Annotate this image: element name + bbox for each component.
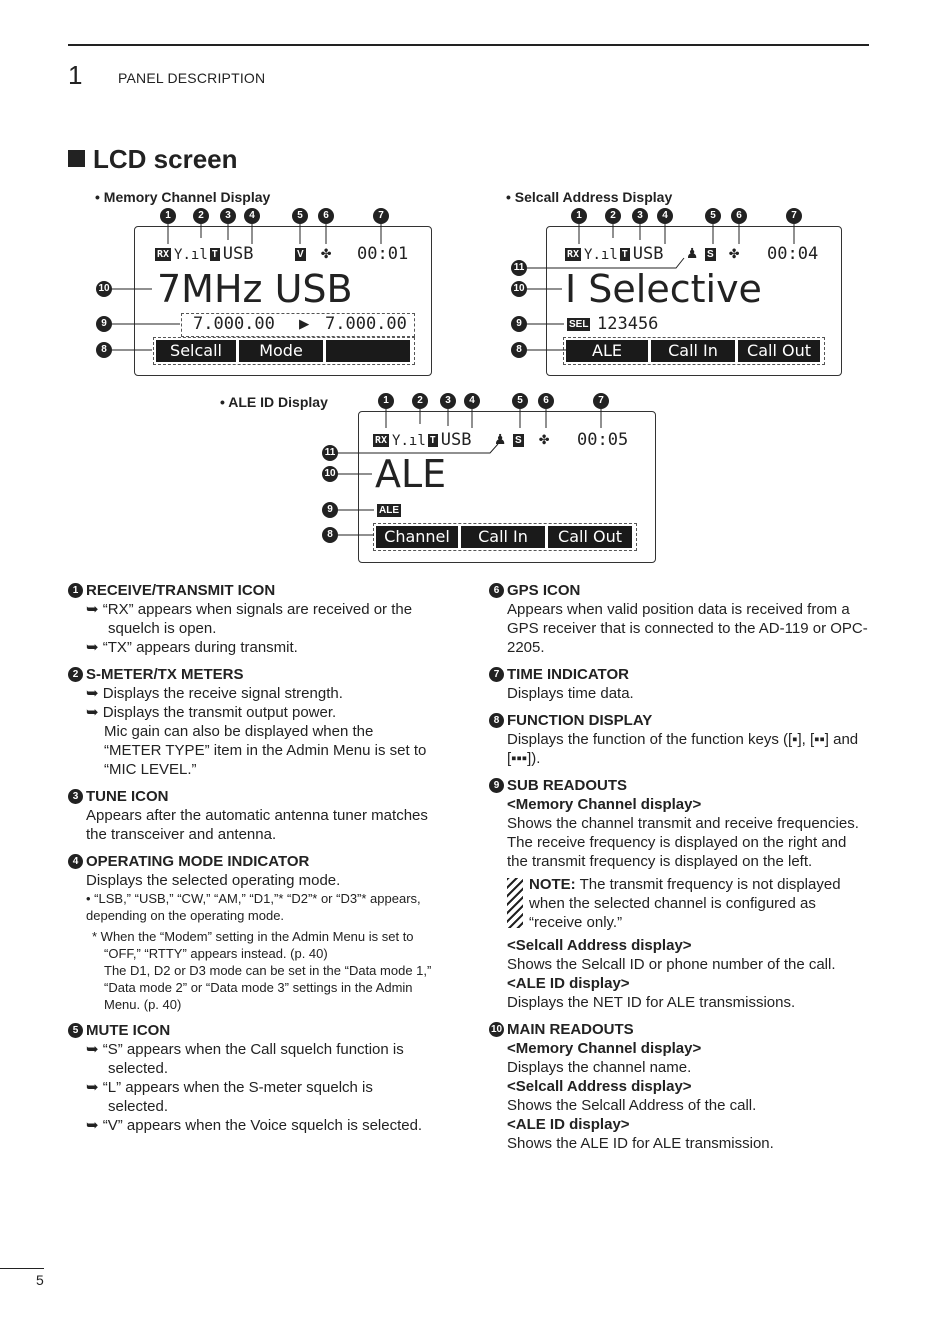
rx-icon: RX	[157, 249, 170, 260]
desc-1-heading	[68, 581, 434, 600]
desc-6-title: GPS ICON	[507, 582, 581, 599]
fkey-1[interactable]: Channel	[376, 526, 458, 548]
callout-8: 8	[511, 342, 527, 358]
desc-4-modes: • “LSB,” “USB,” “CW,” “AM,” “D1,”* “D2”* or “D3”* appears, depending on the operating mode.	[86, 891, 421, 923]
callout-10: 10	[490, 1024, 503, 1035]
desc-7-title: TIME INDICATOR	[507, 666, 629, 683]
desc-1-bullet: ➥ “TX” appears during transmit.	[68, 638, 434, 657]
desc-4-title: OPERATING MODE INDICATOR	[86, 853, 310, 870]
desc-5-heading	[68, 1021, 434, 1040]
time-indicator: 00:01	[357, 244, 409, 264]
callout-5: 5	[512, 393, 528, 409]
desc-7-heading	[489, 665, 869, 684]
selcall-main-readout: I Selective	[565, 267, 762, 311]
note-icon	[507, 878, 523, 928]
callout-9: 9	[322, 502, 338, 518]
desc-10-title: MAIN READOUTS	[507, 1021, 634, 1038]
mute-icon: S	[515, 435, 522, 446]
play-icon: ▶	[299, 314, 310, 334]
fkey-2[interactable]: Mode	[239, 340, 323, 362]
gps-icon: ✤	[729, 243, 740, 263]
callout-4: 4	[244, 208, 260, 224]
desc-9-subhead: <ALE ID display>	[507, 975, 630, 992]
person-icon: ♟	[495, 429, 506, 449]
fkey-1[interactable]: ALE	[566, 340, 648, 362]
selcall-sub-readout: 123456	[597, 314, 659, 334]
callout-1: 1	[378, 393, 394, 409]
desc-10-heading	[489, 1020, 869, 1039]
ale-main-readout: ALE	[375, 452, 447, 496]
footer-rule	[0, 1268, 44, 1269]
selcall-display-label: • Selcall Address Display	[506, 189, 673, 205]
fkey-2[interactable]: Call In	[651, 340, 735, 362]
callout-6: 6	[731, 208, 747, 224]
callout-9: 9	[96, 316, 112, 332]
desc-10-subhead: <Selcall Address display>	[507, 1078, 692, 1095]
desc-2-heading	[68, 665, 434, 684]
callout-10: 10	[511, 281, 527, 297]
desc-9-text: Shows the channel transmit and receive frequencies. The receive frequency is displayed on the right and the transmit frequency is displayed on the left.	[507, 815, 859, 870]
callout-6: 6	[538, 393, 554, 409]
callout-6: 6	[489, 583, 504, 598]
callout-6: 6	[318, 208, 334, 224]
page-number: 5	[36, 1272, 44, 1288]
desc-2-text: Mic gain can also be displayed when the “METER TYPE” item in the Admin Menu is set to “MIC LEVEL.”	[104, 723, 427, 778]
antenna-icon: Y.ıl	[584, 247, 618, 263]
callout-5: 5	[705, 208, 721, 224]
callout-7: 7	[373, 208, 389, 224]
rx-icon: RX	[567, 249, 580, 260]
callout-leader-lines	[0, 0, 950, 600]
desc-6-heading	[489, 581, 869, 600]
desc-10-subhead: <Memory Channel display>	[507, 1040, 702, 1057]
callout-3: 3	[68, 789, 83, 804]
callout-1: 1	[68, 583, 83, 598]
sel-badge: SEL	[569, 319, 589, 330]
callout-7: 7	[489, 667, 504, 682]
desc-5-bullet: ➥ “V” appears when the Voice squelch is selected.	[68, 1116, 434, 1135]
gps-icon: ✤	[539, 429, 550, 449]
callout-8: 8	[489, 713, 504, 728]
desc-9-note	[489, 875, 869, 932]
desc-5-bullet: ➥ “L” appears when the S-meter squelch is selected.	[68, 1078, 434, 1116]
mode-indicator: USB	[440, 430, 472, 450]
rx-icon: RX	[375, 435, 388, 446]
desc-2-bullet: ➥ Displays the receive signal strength.	[68, 684, 434, 703]
left-description-column	[68, 573, 434, 1135]
desc-4-heading	[68, 852, 434, 871]
ale-display-label: • ALE ID Display	[220, 394, 328, 410]
note-label: NOTE:	[529, 876, 576, 893]
callout-5: 5	[68, 1023, 83, 1038]
desc-4-text: Displays the selected operating mode.	[86, 872, 341, 889]
callout-1: 1	[571, 208, 587, 224]
note-text: The transmit frequency is not displayed when the selected channel is configured as “receive only.”	[529, 876, 841, 931]
callout-11: 11	[511, 260, 527, 276]
callout-3: 3	[220, 208, 236, 224]
person-icon: ♟	[687, 243, 698, 263]
desc-10-subhead: <ALE ID display>	[507, 1116, 630, 1133]
callout-2: 2	[412, 393, 428, 409]
callout-7: 7	[786, 208, 802, 224]
callout-11: 11	[322, 445, 338, 461]
desc-10-text: Shows the Selcall Address of the call.	[507, 1097, 757, 1114]
callout-4: 4	[464, 393, 480, 409]
desc-4-footnote-2: The D1, D2 or D3 mode can be set in the “Data mode 1,” “Data mode 2” or “Data mode 3” settings in the Admin Menu. (p. 40)	[104, 963, 432, 1012]
desc-3-title: TUNE ICON	[86, 788, 169, 805]
fkey-2[interactable]: Call In	[461, 526, 545, 548]
desc-9-subhead: <Selcall Address display>	[507, 937, 692, 954]
section-title-text: LCD screen	[93, 144, 238, 174]
desc-9-title: SUB READOUTS	[507, 777, 628, 794]
antenna-icon: Y.ıl	[174, 247, 208, 263]
desc-9-text: Shows the Selcall ID or phone number of the call.	[507, 956, 836, 973]
desc-5-title: MUTE ICON	[86, 1022, 171, 1039]
fkey-1[interactable]: Selcall	[156, 340, 236, 362]
ale-badge: ALE	[379, 505, 399, 516]
desc-10-text: Displays the channel name.	[507, 1059, 692, 1076]
callout-2: 2	[193, 208, 209, 224]
callout-2: 2	[605, 208, 621, 224]
time-indicator: 00:05	[577, 430, 629, 450]
tx-frequency: 7.000.00	[193, 314, 275, 334]
time-indicator: 00:04	[767, 244, 819, 264]
desc-1-bullet: ➥ “RX” appears when signals are received or the squelch is open.	[68, 600, 434, 638]
callout-1: 1	[160, 208, 176, 224]
callout-8: 8	[322, 527, 338, 543]
mute-icon: S	[707, 249, 714, 260]
desc-2-title: S-METER/TX METERS	[86, 666, 244, 683]
desc-8-title: FUNCTION DISPLAY	[507, 712, 653, 729]
memory-display-label: • Memory Channel Display	[95, 189, 271, 205]
callout-5: 5	[292, 208, 308, 224]
desc-8-text: Displays the function of the function keys ([▪], [▪▪] and [▪▪▪]).	[507, 731, 859, 767]
callout-8: 8	[96, 342, 112, 358]
mode-indicator: USB	[632, 244, 664, 264]
desc-4-footnote: * When the “Modem” setting in the Admin Menu is set to “OFF,” “RTTY” appears instead. (p. 40)	[92, 929, 414, 961]
desc-6-text: Appears when valid position data is received from a GPS receiver that is connected to the AD-119 or OPC-2205.	[507, 601, 868, 656]
desc-1-title: RECEIVE/TRANSMIT ICON	[86, 582, 276, 599]
fkey-3[interactable]: Call Out	[548, 526, 632, 548]
callout-9: 9	[489, 778, 504, 793]
chapter-title: PANEL DESCRIPTION	[118, 70, 266, 86]
fkey-3[interactable]: Call Out	[738, 340, 820, 362]
callout-3: 3	[632, 208, 648, 224]
mute-icon: V	[297, 249, 304, 260]
desc-2-bullet: ➥ Displays the transmit output power.	[68, 703, 434, 722]
desc-3-heading	[68, 787, 434, 806]
desc-9-heading	[489, 776, 869, 795]
desc-3-text: Appears after the automatic antenna tuner matches the transceiver and antenna.	[86, 807, 428, 843]
callout-4: 4	[657, 208, 673, 224]
callout-2: 2	[68, 667, 83, 682]
callout-10: 10	[322, 466, 338, 482]
desc-7-text: Displays time data.	[507, 685, 634, 702]
callout-3: 3	[440, 393, 456, 409]
rx-frequency: 7.000.00	[325, 314, 407, 334]
mode-indicator: USB	[222, 244, 254, 264]
tune-icon: T	[621, 249, 628, 260]
tune-icon: T	[429, 435, 436, 446]
desc-10-text: Shows the ALE ID for ALE transmission.	[507, 1135, 774, 1152]
desc-9-text: Displays the NET ID for ALE transmissions.	[507, 994, 796, 1011]
desc-9-subhead: <Memory Channel display>	[507, 796, 702, 813]
gps-icon: ✤	[321, 243, 332, 263]
callout-7: 7	[593, 393, 609, 409]
tune-icon: T	[211, 249, 218, 260]
desc-8-heading	[489, 711, 869, 730]
callout-4: 4	[68, 854, 83, 869]
chapter-number: 1	[68, 60, 83, 90]
right-description-column	[489, 573, 869, 1153]
callout-9: 9	[511, 316, 527, 332]
desc-5-bullet: ➥ “S” appears when the Call squelch function is selected.	[68, 1040, 434, 1078]
callout-10: 10	[96, 281, 112, 297]
antenna-icon: Y.ıl	[392, 433, 426, 449]
memory-main-readout: 7MHz USB	[157, 267, 353, 311]
